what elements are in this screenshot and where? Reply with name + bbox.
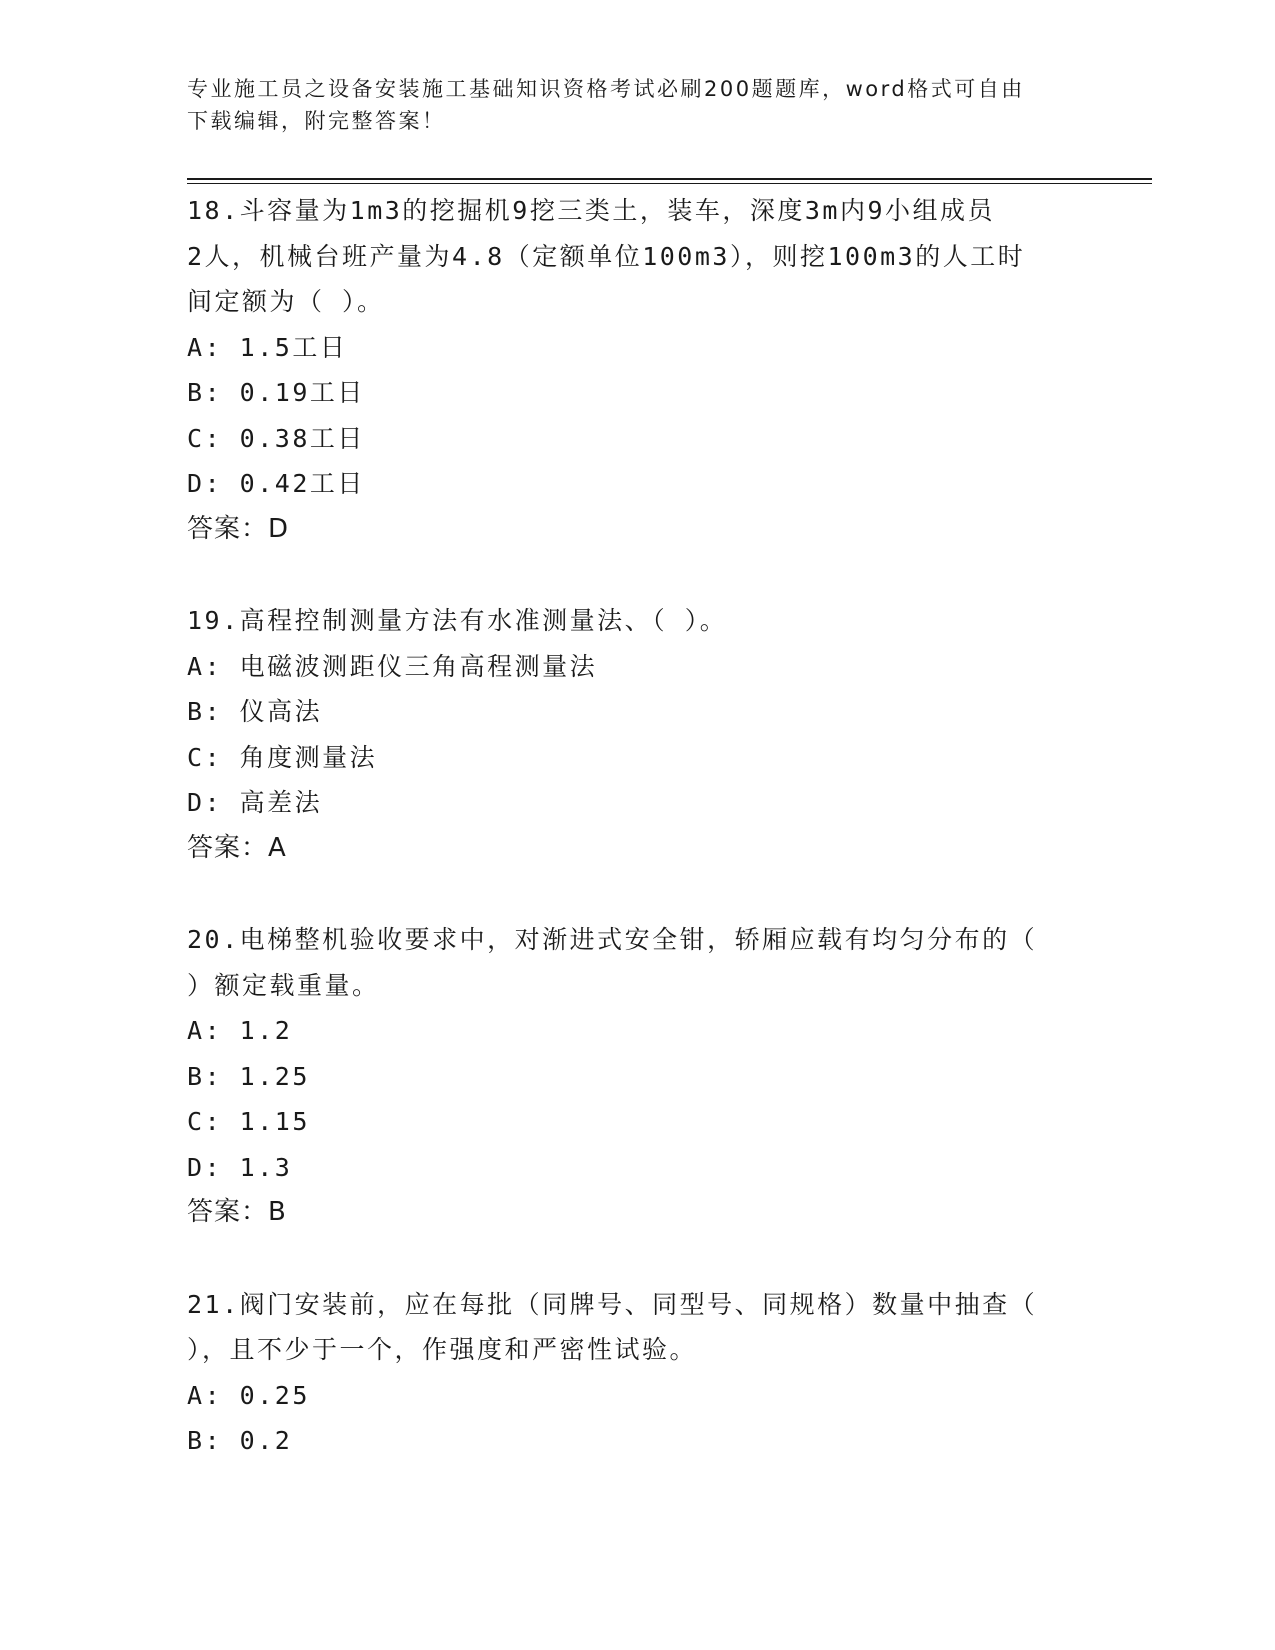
option-text: 仪高法 bbox=[239, 697, 323, 726]
option-a: A: 0.25 bbox=[187, 1380, 310, 1410]
document-header bbox=[187, 73, 1087, 137]
option-b: B: 0.2 bbox=[187, 1426, 293, 1455]
option-text: 电磁波测距仪三角高程测量法 bbox=[239, 651, 598, 681]
option-text: 0.19工日 bbox=[239, 378, 365, 407]
header-divider-thick bbox=[187, 178, 1152, 180]
option-text: 0.42工日 bbox=[239, 469, 365, 498]
option-letter: A bbox=[187, 651, 205, 681]
option-d: D: 1.3 bbox=[187, 1152, 293, 1182]
question-21 bbox=[187, 1282, 1087, 1464]
question-20 bbox=[187, 917, 1087, 1236]
option-letter: C bbox=[187, 742, 205, 772]
answer-line bbox=[187, 1190, 1087, 1236]
option-text: 0.25 bbox=[239, 1380, 310, 1410]
answer-label: 答案： bbox=[187, 832, 269, 863]
question-stem-line: 19.高程控制测量方法有水准测量法、（ ）。 bbox=[187, 606, 728, 635]
option-text: 1.15 bbox=[239, 1107, 310, 1136]
answer-line bbox=[187, 826, 1087, 872]
option-text: 1.2 bbox=[239, 1016, 293, 1045]
option-letter: B bbox=[187, 1061, 205, 1091]
option-letter: B bbox=[187, 697, 205, 726]
option-text: 0.38工日 bbox=[239, 423, 365, 453]
answer-value: D bbox=[268, 513, 290, 544]
question-stem-line: 18.斗容量为1m3的挖掘机9挖三类土，装车，深度3m内9小组成员 bbox=[187, 196, 996, 225]
option-a: A: 电磁波测距仪三角高程测量法 bbox=[187, 651, 598, 681]
option-b: B: 1.25 bbox=[187, 1061, 310, 1091]
option-d: D: 高差法 bbox=[187, 788, 323, 817]
option-text: 角度测量法 bbox=[239, 742, 378, 772]
header-divider-thin bbox=[187, 183, 1152, 184]
question-list bbox=[187, 188, 1087, 1510]
header-line-2: 下载编辑，附完整答案！ bbox=[187, 109, 446, 133]
question-stem-line: 20.电梯整机验收要求中，对渐进式安全钳，轿厢应载有均匀分布的（ bbox=[187, 925, 1038, 954]
answer-line bbox=[187, 507, 1087, 553]
question-stem-line: ），且不少于一个，作强度和严密性试验。 bbox=[187, 1335, 698, 1364]
option-text: 1.25 bbox=[239, 1061, 310, 1091]
option-b: B: 0.19工日 bbox=[187, 378, 365, 407]
option-text: 1.3 bbox=[239, 1152, 293, 1182]
option-text: 1.5工日 bbox=[239, 332, 348, 362]
question-18 bbox=[187, 188, 1087, 552]
option-letter: C bbox=[187, 1107, 205, 1136]
question-stem-line: 2人，机械台班产量为4.8（定额单位100m3），则挖100m3的人工时 bbox=[187, 241, 1026, 271]
answer-value: B bbox=[268, 1197, 287, 1227]
answer-value: A bbox=[268, 832, 287, 863]
option-a: A: 1.5工日 bbox=[187, 332, 348, 362]
option-letter: D bbox=[187, 1152, 205, 1182]
question-stem-line: ）额定载重量。 bbox=[187, 970, 380, 1000]
option-a: A: 1.2 bbox=[187, 1016, 293, 1045]
option-letter: C bbox=[187, 423, 205, 453]
answer-label: 答案： bbox=[187, 1197, 269, 1227]
option-c: C: 角度测量法 bbox=[187, 742, 378, 772]
question-stem-line: 间定额为（ ）。 bbox=[187, 287, 385, 316]
option-letter: D bbox=[187, 469, 205, 498]
option-c: C: 1.15 bbox=[187, 1107, 310, 1136]
option-c: C: 0.38工日 bbox=[187, 423, 365, 453]
option-letter: B bbox=[187, 378, 205, 407]
option-text: 0.2 bbox=[239, 1426, 293, 1455]
question-19 bbox=[187, 598, 1087, 871]
option-letter: B bbox=[187, 1426, 205, 1455]
question-stem-line: 21.阀门安装前，应在每批（同牌号、同型号、同规格）数量中抽查（ bbox=[187, 1289, 1038, 1319]
option-b: B: 仪高法 bbox=[187, 697, 323, 726]
option-letter: A bbox=[187, 1016, 205, 1045]
option-letter: D bbox=[187, 788, 205, 817]
option-letter: A bbox=[187, 1380, 205, 1410]
option-letter: A bbox=[187, 332, 205, 362]
answer-label: 答案： bbox=[187, 513, 269, 544]
header-line-1: 专业施工员之设备安装施工基础知识资格考试必刷200题题库，word格式可自由 bbox=[187, 77, 1025, 101]
option-text: 高差法 bbox=[239, 788, 323, 817]
option-d: D: 0.42工日 bbox=[187, 469, 365, 498]
